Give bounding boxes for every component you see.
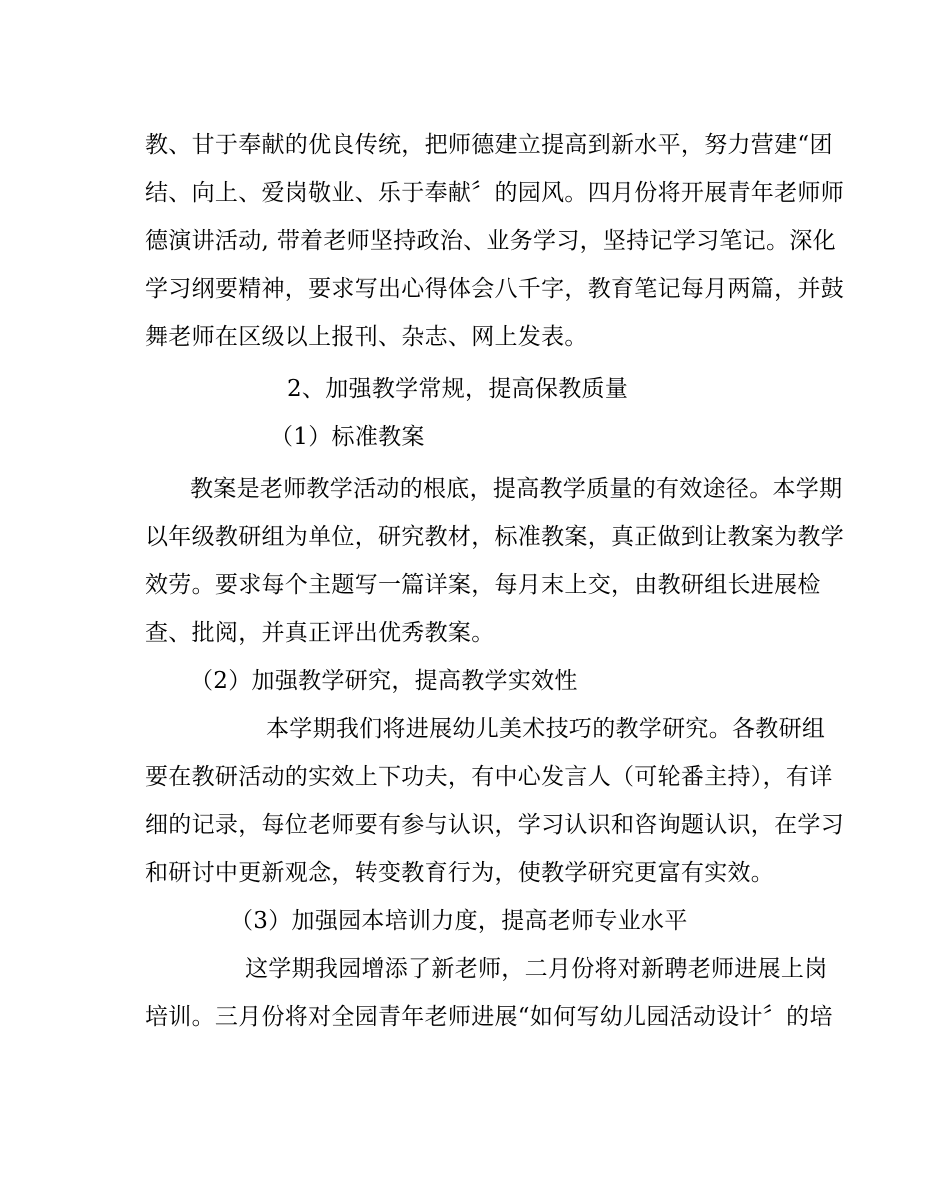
text-line: 教、甘于奉献的优良传统，把师德建立提高到新水平，努力营建“团 bbox=[145, 132, 833, 158]
text-line: 学习纲要精神，要求写出心得体会八千字，教育笔记每月两篇，并鼓 bbox=[145, 276, 844, 302]
text-line: 德演讲活动, 带着老师坚持政治、业务学习，坚持记学习笔记。深化 bbox=[145, 228, 836, 254]
text-line: 查、批阅，并真正评出优秀教案。 bbox=[145, 620, 495, 646]
text-line: 舞老师在区级以上报刊、杂志、网上发表。 bbox=[145, 324, 588, 350]
paragraph-start: 这学期我园增添了新老师，二月份将对新聘老师进展上岗 bbox=[245, 956, 828, 982]
subsection-heading: （2）加强教学研究，提高教学实效性 bbox=[190, 668, 578, 694]
subsection-heading: （3）加强园本培训力度，提高老师专业水平 bbox=[230, 908, 688, 934]
text-line: 和研讨中更新观念，转变教育行为，使教学研究更富有实效。 bbox=[145, 860, 775, 886]
text-line: 效劳。要求每个主题写一篇详案，每月末上交，由教研组长进展检 bbox=[145, 572, 821, 598]
section-heading: 2、加强教学常规，提高保教质量 bbox=[287, 376, 629, 402]
text-line: 结、向上、爱岗敬业、乐于奉献〞的园风。四月份将开展青年老师师 bbox=[145, 180, 844, 206]
text-line: 培训。三月份将对全园青年老师进展“如何写幼儿园活动设计〞的培 bbox=[145, 1004, 833, 1030]
text-line: 以年级教研组为单位，研究教材，标准教案，真正做到让教案为教学 bbox=[145, 524, 844, 550]
text-line: 要在教研活动的实效上下功夫，有中心发言人（可轮番主持），有详 bbox=[145, 764, 833, 790]
paragraph-start: 本学期我们将进展幼儿美术技巧的教学研究。各教研组 bbox=[266, 716, 826, 742]
paragraph-start: 教案是老师教学活动的根底，提高教学质量的有效途径。本学期 bbox=[190, 476, 843, 502]
text-line: 细的记录，每位老师要有参与认识，学习认识和咨询题认识，在学习 bbox=[145, 812, 844, 838]
subsection-heading: （1）标准教案 bbox=[270, 424, 425, 450]
